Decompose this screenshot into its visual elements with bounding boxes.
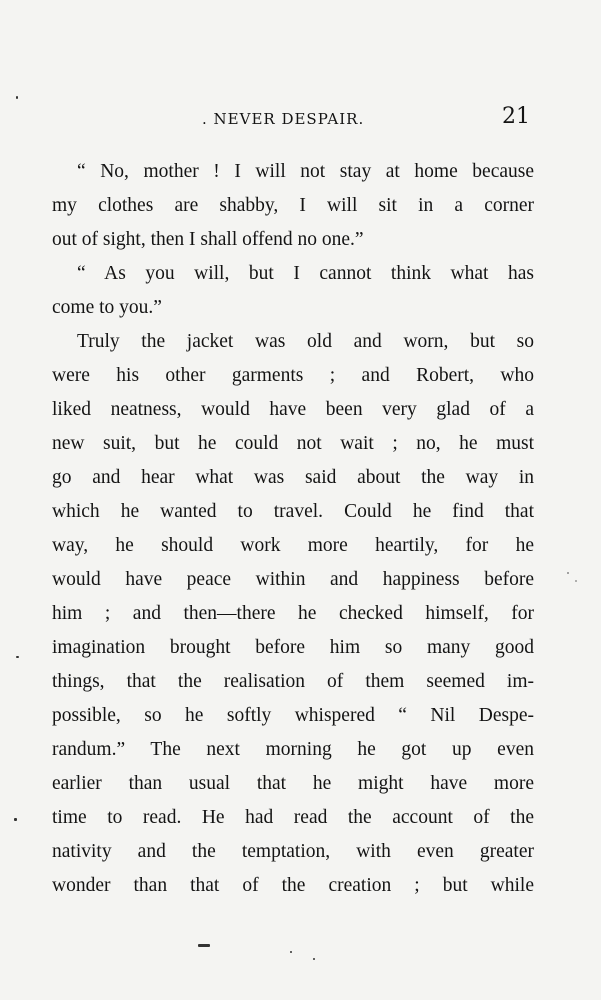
print-speck [575,580,577,582]
print-speck [16,656,19,658]
text-line: out of sight, then I shall offend no one.” [52,229,364,250]
print-speck [567,572,569,574]
text-line: come to you.” [52,297,162,318]
text-line: “ No, mother ! I will not stay at home because [77,161,534,182]
running-title: . NEVER DESPAIR. [202,110,365,128]
text-line: Truly the jacket was old and worn, but so [77,331,534,352]
text-line: my clothes are shabby, I will sit in a corner [52,195,534,216]
text-line: possible, so he softly whispered “ Nil Despe- [52,705,534,726]
text-line: earlier than usual that he might have more [52,773,534,794]
text-line: new suit, but he could not wait ; no, he must [52,433,534,454]
text-line: “ As you will, but I cannot think what has [77,263,534,284]
text-line: randum.” The next morning he got up even [52,739,534,760]
text-line: liked neatness, would have been very glad of a [52,399,534,420]
text-line: time to read. He had read the account of the [52,807,534,828]
text-line: go and hear what was said about the way in [52,467,534,488]
print-speck [16,96,18,99]
text-line: things, that the realisation of them seemed im- [52,671,534,692]
print-speck [198,944,210,947]
running-head [52,104,532,134]
text-line: imagination brought before him so many good [52,637,534,658]
print-speck [290,951,292,953]
text-line: were his other garments ; and Robert, who [52,365,534,386]
text-line: which he wanted to travel. Could he find that [52,501,534,522]
print-speck [313,958,315,960]
text-line: wonder than that of the creation ; but while [52,875,534,896]
text-line: him ; and then—there he checked himself, for [52,603,534,624]
text-line: would have peace within and happiness before [52,569,534,590]
print-speck [14,818,17,821]
page-number: 21 [502,104,530,129]
text-line: nativity and the temptation, with even greater [52,841,534,862]
text-line: way, he should work more heartily, for he [52,535,534,556]
